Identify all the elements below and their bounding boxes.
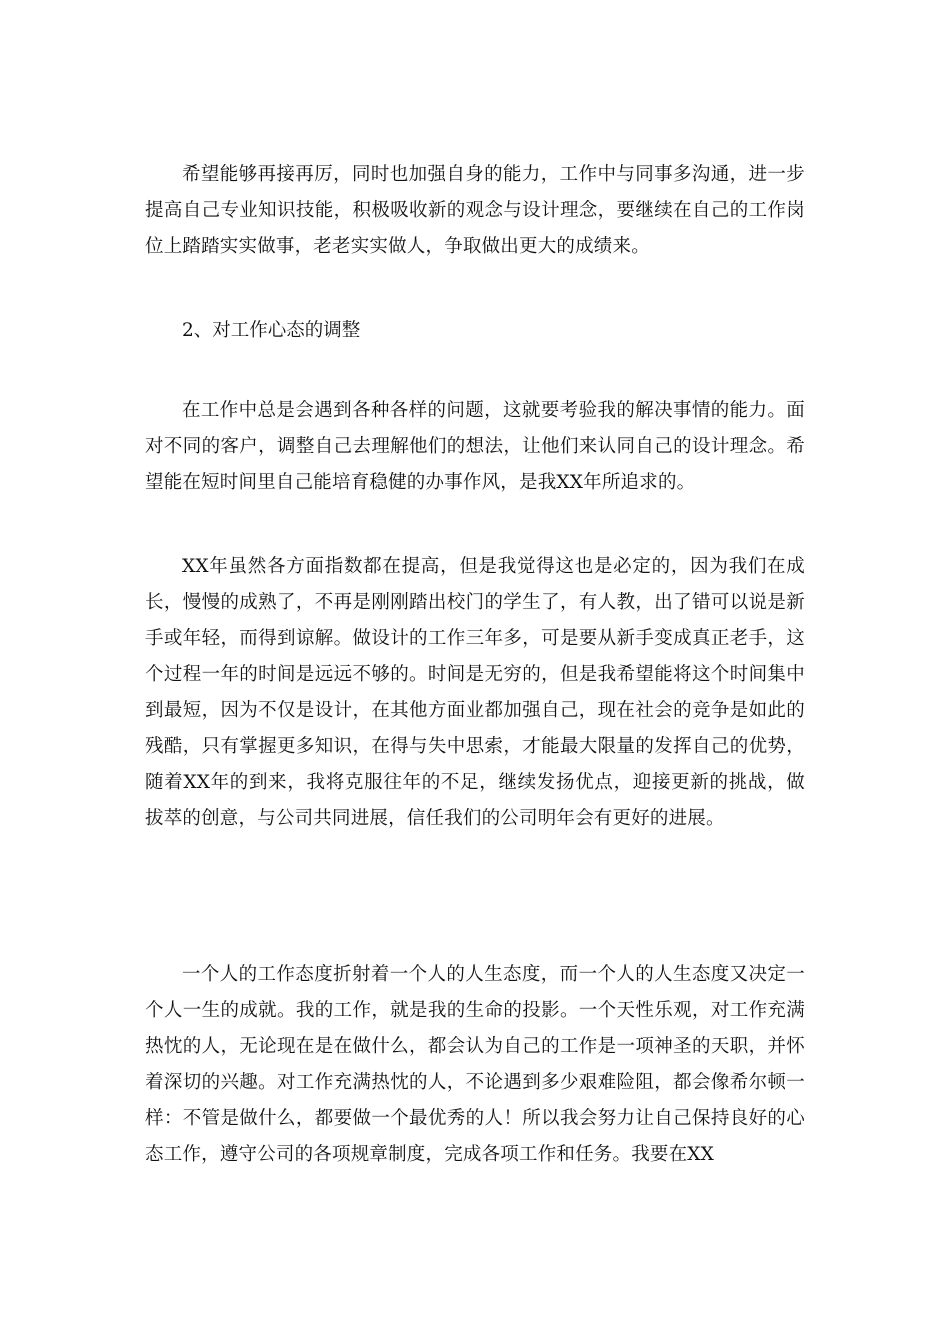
paragraph-growth: XX年虽然各方面指数都在提高，但是我觉得这也是必定的，因为我们在成长，慢慢的成熟了，不再是刚刚踏出校门的学生了，有人教，出了错可以说是新手或年轻，而得到谅解。做设计的工作三年多，可是要从新手变成真正老手，这个过程一年的时间是远远不够的。时间是无穷的，但是我希望能将这个时间集中到最短，因为不仅是设计，在其他方面业都加强自己，现在社会的竞争是如此的残酷，只有掌握更多知识，在得与失中思索，才能最大限量的发挥自己的优势，随着XX年的到来，我将克服往年的不足，继续发扬优点，迎接更新的挑战，做拔萃的创意，与公司共同进展，信任我们的公司明年会有更好的进展。 xyxy=(145,556,805,829)
paragraph-work-attitude-life: 一个人的工作态度折射着一个人的人生态度，而一个人的人生态度又决定一个人一生的成就。我的工作，就是我的生命的投影。一个天性乐观，对工作充满热忱的人，无论现在是在做什么，都会认为自己的工作是一项神圣的天职，并怀着深切的兴趣。对工作充满热忱的人，不论遇到多少艰难险阻，都会像希尔顿一样：不管是做什么，都要做一个最优秀的人！所以我会努力让自己保持良好的心态工作，遵守公司的各项规章制度，完成各项工作和任务。我要在XX xyxy=(145,964,805,1165)
section-heading-work-attitude: 2、对工作心态的调整 xyxy=(182,320,361,341)
paragraph-improve-skills: 希望能够再接再厉，同时也加强自身的能力，工作中与同事多沟通，进一步提高自己专业知识技能，积极吸收新的观念与设计理念，要继续在自己的工作岗位上踏踏实实做事，老老实实做人，争取做出更大的成绩来。 xyxy=(145,164,805,257)
paragraph-problem-solving: 在工作中总是会遇到各种各样的问题，这就要考验我的解决事情的能力。面对不同的客户，调整自己去理解他们的想法，让他们来认同自己的设计理念。希望能在短时间里自己能培育稳健的办事作风，是我XX年所追求的。 xyxy=(145,400,805,493)
